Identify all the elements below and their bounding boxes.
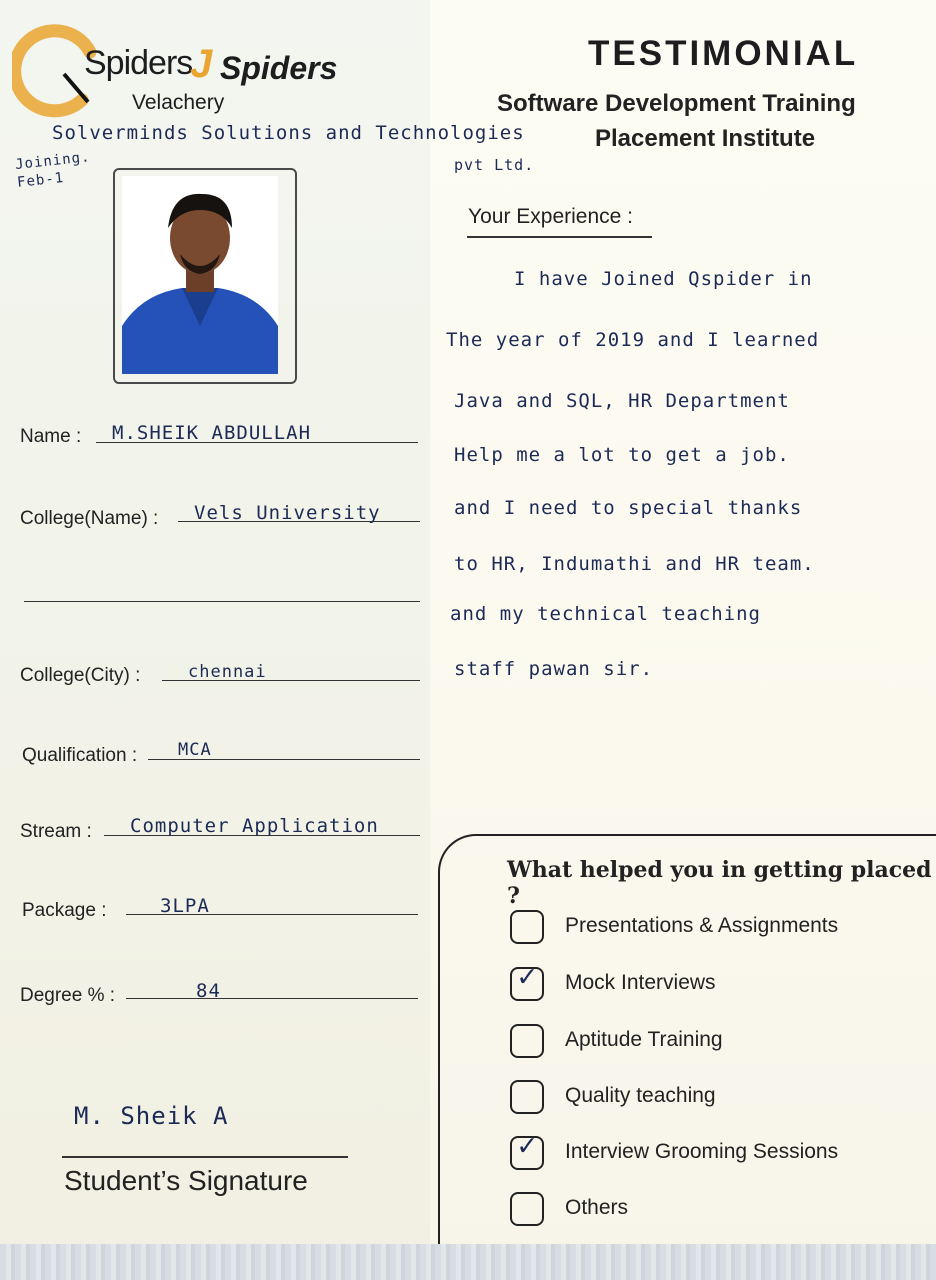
page-title: TESTIMONIAL	[588, 34, 859, 73]
option-presentations[interactable]	[510, 910, 930, 950]
joining-value: Feb-1	[16, 170, 65, 191]
option-aptitude-training[interactable]	[510, 1024, 930, 1064]
qualification-label: Qualification :	[22, 745, 138, 766]
name-label: Name :	[20, 426, 82, 447]
package-label: Package :	[22, 900, 107, 921]
logo-qspiders-text: Spiders	[84, 44, 193, 82]
checkmark-icon: ✓	[518, 959, 538, 994]
branch-name: Velachery	[132, 91, 225, 114]
student-portrait-icon	[122, 176, 278, 374]
scan-edge-strip	[0, 1244, 936, 1280]
experience-line: and my technical teaching	[450, 603, 761, 625]
student-signature-handwritten: M. Sheik A	[74, 1102, 229, 1130]
signature-label: Student’s Signature	[64, 1165, 308, 1196]
college-name-underline-2	[24, 601, 420, 602]
college-city-value: chennai	[188, 662, 267, 682]
option-label: Presentations & Assignments	[565, 914, 839, 937]
degree-underline	[126, 998, 418, 999]
package-value: 3LPA	[160, 895, 210, 917]
placed-company-handwritten: Solverminds Solutions and Technologies	[52, 122, 525, 144]
checkbox[interactable]	[510, 1080, 544, 1114]
option-label: Quality teaching	[565, 1084, 716, 1107]
option-label: Mock Interviews	[565, 971, 716, 994]
college-name-value: Vels University	[194, 502, 381, 524]
logo-jspiders-text: Spiders	[220, 50, 338, 86]
option-label: Aptitude Training	[565, 1028, 723, 1051]
checkbox[interactable]	[510, 1192, 544, 1226]
subtitle-line-2: Placement Institute	[595, 125, 816, 152]
degree-label: Degree % :	[20, 985, 116, 1006]
experience-title-underline	[467, 236, 652, 238]
experience-line: to HR, Indumathi and HR team.	[454, 553, 815, 575]
experience-line: I have Joined Qspider in	[514, 268, 813, 290]
college-city-label: College(City) :	[20, 665, 141, 686]
checkbox[interactable]	[510, 1024, 544, 1058]
stream-value: Computer Application	[130, 815, 379, 837]
checkbox[interactable]	[510, 959, 544, 1001]
experience-line: staff pawan sir.	[454, 658, 654, 680]
placement-factors-title: What helped you in getting placed ?	[507, 857, 932, 909]
joining-label: Joining.	[14, 149, 92, 173]
checkmark-icon: ✓	[518, 1128, 538, 1163]
qualification-value: MCA	[178, 740, 212, 760]
checkbox[interactable]	[510, 910, 544, 944]
degree-value: 84	[196, 980, 221, 1002]
stream-label: Stream :	[20, 821, 92, 842]
option-label: Others	[565, 1196, 629, 1219]
college-name-label: College(Name) :	[20, 508, 159, 529]
signature-line	[62, 1156, 348, 1158]
subtitle-line-1: Software Development Training	[497, 90, 856, 117]
option-others[interactable]	[510, 1192, 930, 1232]
checkbox[interactable]	[510, 1128, 544, 1170]
logo-j-mark: J	[190, 42, 213, 86]
experience-title: Your Experience :	[468, 205, 633, 228]
name-value: M.SHEIK ABDULLAH	[112, 422, 312, 444]
student-photo	[122, 176, 278, 374]
option-interview-grooming[interactable]	[510, 1128, 930, 1176]
option-mock-interviews[interactable]	[510, 959, 930, 1007]
option-label: Interview Grooming Sessions	[565, 1140, 839, 1163]
experience-line: and I need to special thanks	[454, 497, 803, 519]
placed-company-suffix-handwritten: pvt Ltd.	[454, 156, 535, 174]
experience-line: Java and SQL, HR Department	[454, 390, 790, 412]
experience-line: Help me a lot to get a job.	[454, 444, 790, 466]
option-quality-teaching[interactable]	[510, 1080, 930, 1120]
experience-line: The year of 2019 and I learned	[446, 329, 820, 351]
